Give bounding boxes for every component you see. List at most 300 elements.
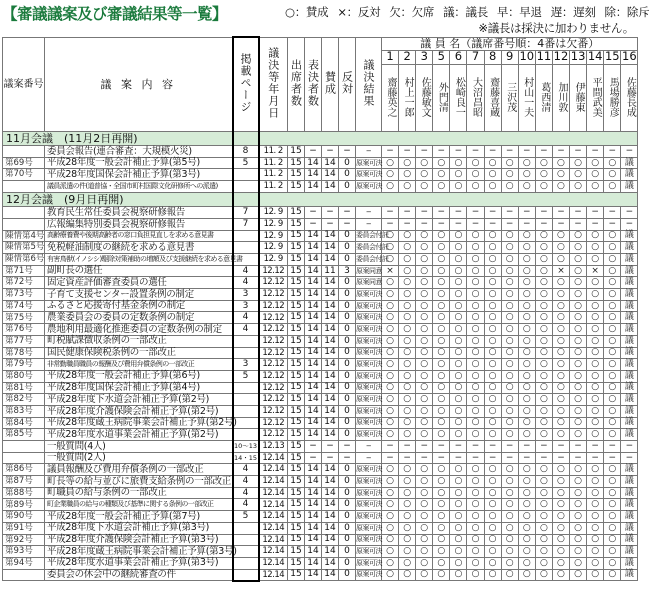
member-vote: ○ (587, 169, 604, 181)
member-vote: ○ (399, 242, 416, 254)
agenda-number: 第72号 (3, 277, 45, 289)
result: 原案可決 (356, 359, 382, 371)
member-number: 8 (484, 50, 501, 64)
no-count: 0 (339, 169, 356, 181)
table-row (3, 557, 638, 569)
member-vote: − (552, 218, 569, 230)
member-vote: − (484, 452, 501, 464)
member-vote: ○ (484, 181, 501, 193)
member-vote: − (604, 146, 621, 158)
member-vote: ○ (604, 499, 621, 511)
member-vote: ○ (433, 546, 450, 558)
member-vote: ○ (450, 181, 467, 193)
voters: 14 (305, 382, 322, 394)
member-vote: ○ (399, 394, 416, 406)
member-vote: ○ (433, 417, 450, 429)
result: 原案可決 (356, 405, 382, 417)
member-vote: ○ (501, 476, 518, 488)
agenda-title: 平成28年度水道事業会計補正予算(第3号) (45, 557, 233, 569)
no-count: 0 (339, 277, 356, 289)
member-vote: ○ (535, 300, 552, 312)
table-row (3, 230, 638, 242)
member-vote: ○ (467, 312, 484, 324)
member-vote: ○ (604, 242, 621, 254)
member-vote: − (518, 207, 535, 219)
member-vote: ○ (604, 476, 621, 488)
member-vote: ○ (604, 487, 621, 499)
member-vote: − (587, 452, 604, 464)
agenda-title: 農地利用最適化推進委員の定数条例の制定 (45, 324, 233, 336)
yes-count: 14 (322, 464, 339, 476)
member-vote: ○ (416, 254, 433, 266)
table-row (3, 405, 638, 417)
member-vote: ○ (484, 169, 501, 181)
vote-date: 12.14 (259, 511, 288, 523)
member-vote: ○ (535, 511, 552, 523)
table-row (3, 157, 638, 169)
attendance: 15 (288, 289, 305, 301)
member-vote: ○ (587, 557, 604, 569)
member-vote: ○ (570, 546, 587, 558)
table-row (3, 218, 638, 230)
member-vote: ○ (604, 394, 621, 406)
table-row (3, 522, 638, 534)
member-vote: ○ (552, 347, 569, 359)
member-vote: ○ (382, 522, 399, 534)
voters: 14 (305, 464, 322, 476)
member-vote: ○ (552, 254, 569, 266)
member-vote: ○ (399, 429, 416, 441)
yes-count: 14 (322, 429, 339, 441)
member-vote: − (518, 452, 535, 464)
agenda-number: 第80号 (3, 370, 45, 382)
attendance: 15 (288, 405, 305, 417)
member-vote: ○ (484, 347, 501, 359)
member-vote: − (587, 146, 604, 158)
member-vote: ○ (450, 499, 467, 511)
member-vote: ○ (484, 499, 501, 511)
member-vote: ○ (518, 312, 535, 324)
voters: 14 (305, 546, 322, 558)
attendance: 15 (288, 181, 305, 193)
result: 委員会付託 (356, 242, 382, 254)
member-vote: ○ (570, 242, 587, 254)
member-vote: ○ (484, 429, 501, 441)
member-vote: ○ (484, 522, 501, 534)
member-vote: ○ (518, 557, 535, 569)
member-vote: ○ (433, 522, 450, 534)
member-vote: ○ (484, 394, 501, 406)
vote-date: 12.12 (259, 370, 288, 382)
voters: 14 (305, 569, 322, 581)
member-vote: − (570, 441, 587, 453)
member-vote: ○ (518, 370, 535, 382)
member-vote: ○ (450, 242, 467, 254)
member-vote: − (535, 207, 552, 219)
yes-count: 11 (322, 265, 339, 277)
member-vote: ○ (450, 324, 467, 336)
member-vote: ○ (450, 370, 467, 382)
no-count: 0 (339, 417, 356, 429)
result: 原案可決 (356, 569, 382, 581)
member-vote: ○ (433, 476, 450, 488)
attendance: 15 (288, 546, 305, 558)
member-vote: ○ (382, 464, 399, 476)
member-vote: ○ (501, 359, 518, 371)
page-ref: 8 (233, 146, 259, 158)
attendance: 15 (288, 242, 305, 254)
vote-date: 12.14 (259, 452, 288, 464)
member-vote: ○ (570, 312, 587, 324)
member-vote: ○ (450, 169, 467, 181)
member-vote: ○ (552, 522, 569, 534)
table-row (3, 207, 638, 219)
no-count: 0 (339, 511, 356, 523)
member-vote: 議 (621, 382, 638, 394)
member-vote: ○ (382, 169, 399, 181)
member-vote: 議 (621, 359, 638, 371)
no-count: 0 (339, 534, 356, 546)
result: 原案可決 (356, 557, 382, 569)
page-ref: 3 (233, 300, 259, 312)
member-vote: 議 (621, 169, 638, 181)
member-vote: ○ (518, 300, 535, 312)
no-count: 0 (339, 335, 356, 347)
vote-date: 11. 2 (259, 146, 288, 158)
member-vote: ○ (382, 324, 399, 336)
member-vote: − (535, 146, 552, 158)
member-vote: − (416, 218, 433, 230)
page-ref (233, 405, 259, 417)
member-vote: − (501, 441, 518, 453)
member-vote: ○ (382, 394, 399, 406)
member-vote: ○ (484, 335, 501, 347)
member-vote: ○ (382, 289, 399, 301)
member-vote: ○ (535, 347, 552, 359)
member-vote: ○ (552, 157, 569, 169)
member-vote: ○ (518, 265, 535, 277)
vote-date: 12. 9 (259, 254, 288, 266)
table-row (3, 312, 638, 324)
member-vote: ○ (501, 557, 518, 569)
member-vote: ○ (399, 546, 416, 558)
result: − (356, 441, 382, 453)
table-row (3, 476, 638, 488)
member-vote: ○ (518, 464, 535, 476)
member-vote: ○ (467, 181, 484, 193)
yes-count: 14 (322, 230, 339, 242)
member-vote: ○ (535, 476, 552, 488)
vote-date: 11. 2 (259, 157, 288, 169)
member-vote: ○ (501, 242, 518, 254)
member-vote: ○ (570, 277, 587, 289)
member-vote: ○ (450, 335, 467, 347)
member-vote: ○ (433, 169, 450, 181)
member-vote: − (518, 218, 535, 230)
voters: 14 (305, 335, 322, 347)
member-vote: ○ (587, 157, 604, 169)
vote-date: 12.14 (259, 546, 288, 558)
vote-date: 12.12 (259, 324, 288, 336)
member-vote: ○ (552, 546, 569, 558)
agenda-number: 第73号 (3, 289, 45, 301)
member-vote: − (433, 218, 450, 230)
member-vote: − (467, 218, 484, 230)
member-vote: ○ (587, 476, 604, 488)
agenda-title: 子育て支援センター設置条例の制定 (45, 289, 233, 301)
agenda-number: 第86号 (3, 464, 45, 476)
member-vote: ○ (433, 312, 450, 324)
member-vote: ○ (450, 157, 467, 169)
yes-count: 14 (322, 359, 339, 371)
member-vote: ○ (433, 347, 450, 359)
member-vote: ○ (501, 335, 518, 347)
result: 原案可決 (356, 534, 382, 546)
member-vote: ○ (501, 522, 518, 534)
attendance: 15 (288, 534, 305, 546)
agenda-number: 陳情第4号 (3, 230, 45, 242)
yes-count: − (322, 207, 339, 219)
member-vote: − (552, 441, 569, 453)
yes-count: 14 (322, 157, 339, 169)
member-vote: ○ (535, 464, 552, 476)
member-vote: ○ (518, 347, 535, 359)
member-vote: ○ (399, 405, 416, 417)
member-name: 佐藤敏文 (416, 64, 433, 131)
member-vote: ○ (570, 157, 587, 169)
agenda-number (3, 441, 45, 453)
member-vote: 議 (621, 464, 638, 476)
agenda-title: 固定資産評価審査委員の選任 (45, 277, 233, 289)
member-vote: ○ (518, 394, 535, 406)
no-count: − (339, 146, 356, 158)
member-vote: ○ (552, 324, 569, 336)
member-vote: ○ (433, 511, 450, 523)
member-vote: ○ (467, 429, 484, 441)
yes-count: 14 (322, 382, 339, 394)
member-vote: 議 (621, 569, 638, 581)
member-vote: ○ (518, 359, 535, 371)
member-name: 加川敦 (552, 64, 569, 131)
member-vote: ○ (552, 230, 569, 242)
result: 原案可決 (356, 312, 382, 324)
member-vote: ○ (433, 394, 450, 406)
member-vote: ○ (587, 546, 604, 558)
member-vote: ○ (535, 557, 552, 569)
member-vote: 議 (621, 300, 638, 312)
member-number: 9 (501, 50, 518, 64)
member-vote: ○ (604, 265, 621, 277)
yes-count: 14 (322, 487, 339, 499)
attendance: 15 (288, 569, 305, 581)
member-vote: ○ (604, 347, 621, 359)
member-vote: ○ (570, 405, 587, 417)
agenda-number: 第93号 (3, 546, 45, 558)
page-ref: 4 (233, 265, 259, 277)
page-cell (233, 192, 259, 207)
member-vote: ○ (399, 254, 416, 266)
member-vote: ○ (501, 429, 518, 441)
member-vote: ○ (570, 464, 587, 476)
member-vote: ○ (399, 476, 416, 488)
member-vote: − (450, 441, 467, 453)
member-vote: ○ (501, 254, 518, 266)
vote-date: 12. 9 (259, 218, 288, 230)
member-vote: 議 (621, 335, 638, 347)
member-vote: − (382, 146, 399, 158)
member-vote: ○ (587, 300, 604, 312)
member-vote: ○ (501, 169, 518, 181)
member-vote: ○ (501, 300, 518, 312)
legend-item: 欠：欠席 (389, 5, 435, 19)
attendance: 15 (288, 265, 305, 277)
agenda-number (3, 146, 45, 158)
member-vote: ○ (587, 511, 604, 523)
member-vote: ○ (467, 347, 484, 359)
member-vote: ○ (484, 312, 501, 324)
table-row (3, 464, 638, 476)
member-vote: ○ (587, 370, 604, 382)
agenda-number: 第76号 (3, 324, 45, 336)
voters: 14 (305, 181, 322, 193)
member-vote: ○ (484, 476, 501, 488)
member-vote: ○ (587, 487, 604, 499)
table-row (3, 277, 638, 289)
member-vote: 議 (621, 557, 638, 569)
member-vote: ○ (587, 405, 604, 417)
vote-date: 12.14 (259, 487, 288, 499)
voters: − (305, 207, 322, 219)
member-vote: ○ (501, 289, 518, 301)
member-vote: ○ (604, 370, 621, 382)
member-vote: ○ (535, 569, 552, 581)
member-vote: ○ (433, 300, 450, 312)
attendance: 15 (288, 207, 305, 219)
header-members: 議 員 名（議席番号順：4番は欠番） (382, 37, 638, 50)
member-vote: ○ (467, 546, 484, 558)
attendance: 15 (288, 277, 305, 289)
member-vote: ○ (433, 335, 450, 347)
vote-date: 12.14 (259, 569, 288, 581)
member-vote: − (399, 452, 416, 464)
member-vote: ○ (535, 370, 552, 382)
member-vote: ○ (433, 487, 450, 499)
member-number: 15 (604, 49, 620, 64)
member-number: 2 (399, 50, 416, 64)
member-vote: ○ (570, 394, 587, 406)
member-number: 13 (570, 49, 586, 64)
member-vote: − (604, 218, 621, 230)
member-vote: ○ (587, 394, 604, 406)
member-vote: ○ (587, 324, 604, 336)
no-count: 0 (339, 242, 356, 254)
member-name: 外門清 (433, 64, 450, 131)
member-vote: ○ (570, 382, 587, 394)
member-vote: 議 (621, 324, 638, 336)
agenda-title: 副町長の選任 (45, 265, 233, 277)
member-vote: ○ (484, 265, 501, 277)
member-vote: ○ (433, 382, 450, 394)
table-row (3, 382, 638, 394)
member-vote: ○ (467, 394, 484, 406)
member-vote: ○ (552, 277, 569, 289)
attendance: 15 (288, 157, 305, 169)
page-ref (233, 335, 259, 347)
member-vote: − (621, 452, 638, 464)
member-vote: − (399, 146, 416, 158)
member-vote: ○ (450, 546, 467, 558)
member-vote: ○ (433, 557, 450, 569)
agenda-title: 免税軽油制度の継続を求める意見書 (45, 242, 233, 254)
member-vote: ○ (416, 429, 433, 441)
member-vote: ○ (552, 359, 569, 371)
yes-count: 14 (322, 417, 339, 429)
member-vote: 議 (621, 429, 638, 441)
voters: 14 (305, 417, 322, 429)
member-vote: 議 (621, 230, 638, 242)
page-ref: 4 (233, 487, 259, 499)
member-vote: ○ (587, 242, 604, 254)
member-vote: ○ (604, 289, 621, 301)
member-vote: ○ (570, 569, 587, 581)
member-vote: ○ (399, 347, 416, 359)
page-ref: 5 (233, 370, 259, 382)
result: − (356, 207, 382, 219)
agenda-number: 第69号 (3, 157, 45, 169)
member-vote: ○ (518, 181, 535, 193)
member-vote: − (450, 452, 467, 464)
member-vote: ○ (535, 534, 552, 546)
section-spacer (259, 131, 638, 146)
page-ref (233, 557, 259, 569)
member-vote: ○ (587, 464, 604, 476)
page-ref (233, 569, 259, 581)
member-vote: ○ (570, 324, 587, 336)
member-vote: ○ (484, 324, 501, 336)
member-vote: ○ (570, 522, 587, 534)
yes-count: 14 (322, 347, 339, 359)
member-vote: ○ (484, 534, 501, 546)
member-vote: ○ (467, 417, 484, 429)
vote-date: 12. 9 (259, 230, 288, 242)
member-name: 伊藤東 (570, 64, 587, 131)
member-vote: ○ (399, 511, 416, 523)
member-vote: ○ (570, 429, 587, 441)
member-vote: ○ (604, 557, 621, 569)
vote-date: 12.14 (259, 557, 288, 569)
member-vote: ○ (416, 289, 433, 301)
result: 原案可決 (356, 546, 382, 558)
member-vote: ○ (501, 534, 518, 546)
table-row (3, 569, 638, 581)
agenda-title: 委員会の休会中の継続審査の件 (45, 569, 233, 581)
member-number: 12 (553, 49, 569, 64)
vote-date: 12.13 (259, 441, 288, 453)
agenda-title: 町税賦課徴収条例の一部改正 (45, 335, 233, 347)
member-vote: ○ (587, 230, 604, 242)
member-vote: ○ (552, 405, 569, 417)
member-vote: ○ (467, 511, 484, 523)
table-row (3, 181, 638, 193)
member-vote: ○ (604, 335, 621, 347)
agenda-title: 平成28年度蔵王病院事業会計補正予算(第3号) (45, 546, 233, 558)
member-vote: ○ (433, 534, 450, 546)
member-vote: ○ (604, 569, 621, 581)
member-number: 3 (416, 50, 433, 64)
results-table-container (2, 36, 638, 612)
member-vote: ○ (535, 312, 552, 324)
member-number: 6 (450, 50, 467, 64)
